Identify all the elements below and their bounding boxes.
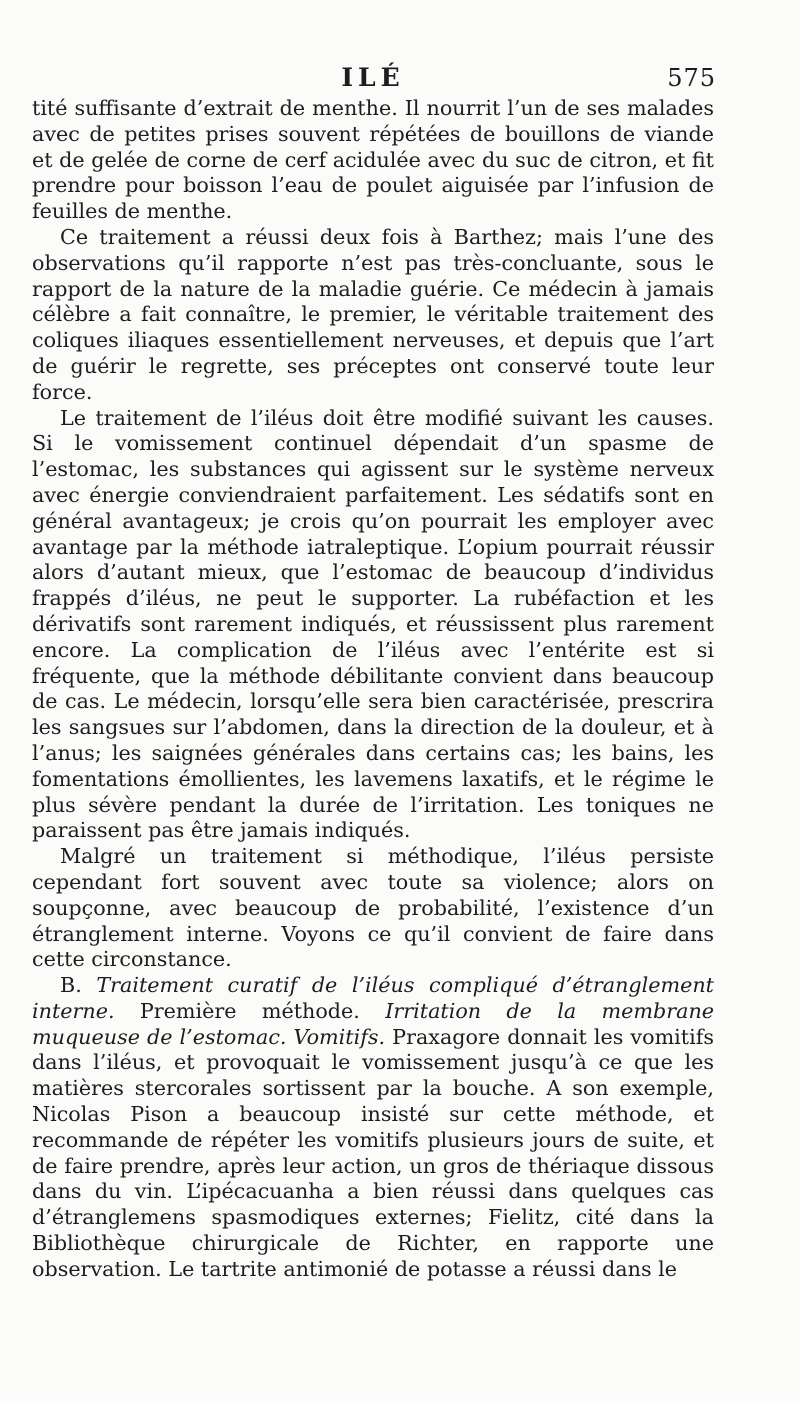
section-title: Traitement curatif de l’iléus compliqué d’étranglement interne. (32, 973, 714, 1023)
body-text (32, 96, 714, 1283)
page-header (32, 60, 714, 96)
paragraph-3: Le traitement de l’iléus doit être modifié suivant les causes. Si le vomissement continuel dépendait d’un spasme de l’estomac, les substances qui agissent sur le système nerveux avec énergie conviendraient parfaitement. Les sédatifs sont en général avantageux; je crois qu’on pourrait les employer avec avantage par la méthode iatraleptique. L’opium pourrait réussir alors d’autant mieux, que l’estomac de beaucoup d’individus frappés d’iléus, ne peut le supporter. La rubéfaction et les dérivatifs sont rarement indiqués, et réussissent plus rarement encore. La complication de l’iléus avec l’entérite est si fréquente, que la méthode débilitante convient dans beaucoup de cas. Le médecin, lorsqu’elle sera bien caractérisée, prescrira les sangsues sur l’abdomen, dans la direction de la douleur, et à l’anus; les saignées générales dans certains cas; les bains, les fomentations émollientes, les lavemens laxatifs, et le régime le plus sévère pendant la durée de l’irritation. Les toniques ne paraissent pas être jamais indiqués. (32, 405, 714, 843)
method-title: Irritation de la membrane muqueuse de l’estomac. Vomitifs. (32, 998, 715, 1049)
section-label: B. (60, 973, 82, 998)
paragraph-1: tité suffisante d’extrait de menthe. Il nourrit l’un de ses malades avec de petites prises souvent répétées de bouillons de viande et de gelée de corne de cerf acidulée avec du suc de citron, et fit prendre pour boisson l’eau de poulet aiguisée par l’infusion de feuilles de menthe. (32, 96, 714, 224)
paragraph-2: Ce traitement a réussi deux fois à Barthez; mais l’une des observations qu’il rapporte n’est pas très-concluante, sous le rapport de la nature de la maladie guérie. Ce médecin à jamais célèbre a fait connaître, le premier, le véritable traitement des coliques iliaques essentiellement nerveuses, et depuis que l’art de guérir le regrette, ses préceptes ont conservé toute leur force. (32, 224, 714, 404)
paragraph-4: Malgré un traitement si méthodique, l’iléus persiste cependant fort souvent avec toute sa violence; alors on soupçonne, avec beaucoup de probabilité, l’existence d’un étranglement interne. Voyons ce qu’il convient de faire dans cette circonstance. (32, 844, 714, 972)
paragraph-5-text: Praxagore donnait les vomitifs dans l’iléus, et provoquait le vomissement jusqu’à ce que les matières stercorales sortissent par la bouche. A son exemple, Nicolas Pison a beaucoup insisté sur cette méthode, et recommande de répéter les vomitifs plusieurs jours de suite, et de faire prendre, après leur action, un gros de thériaque dissous dans du vin. L’ipécacuanha a bien réussi dans quelques cas d’étranglemens spasmodiques externes; Fielitz, cité dans la Bibliothèque chirurgicale de Richter, en rapporte une observation. Le tartrite antimonié de potasse a réussi dans le (32, 1024, 714, 1281)
paragraph-5 (32, 973, 714, 1283)
running-head: ILÉ (341, 63, 405, 92)
method-label: Première méthode. (139, 998, 360, 1023)
page-number: 575 (667, 64, 716, 92)
